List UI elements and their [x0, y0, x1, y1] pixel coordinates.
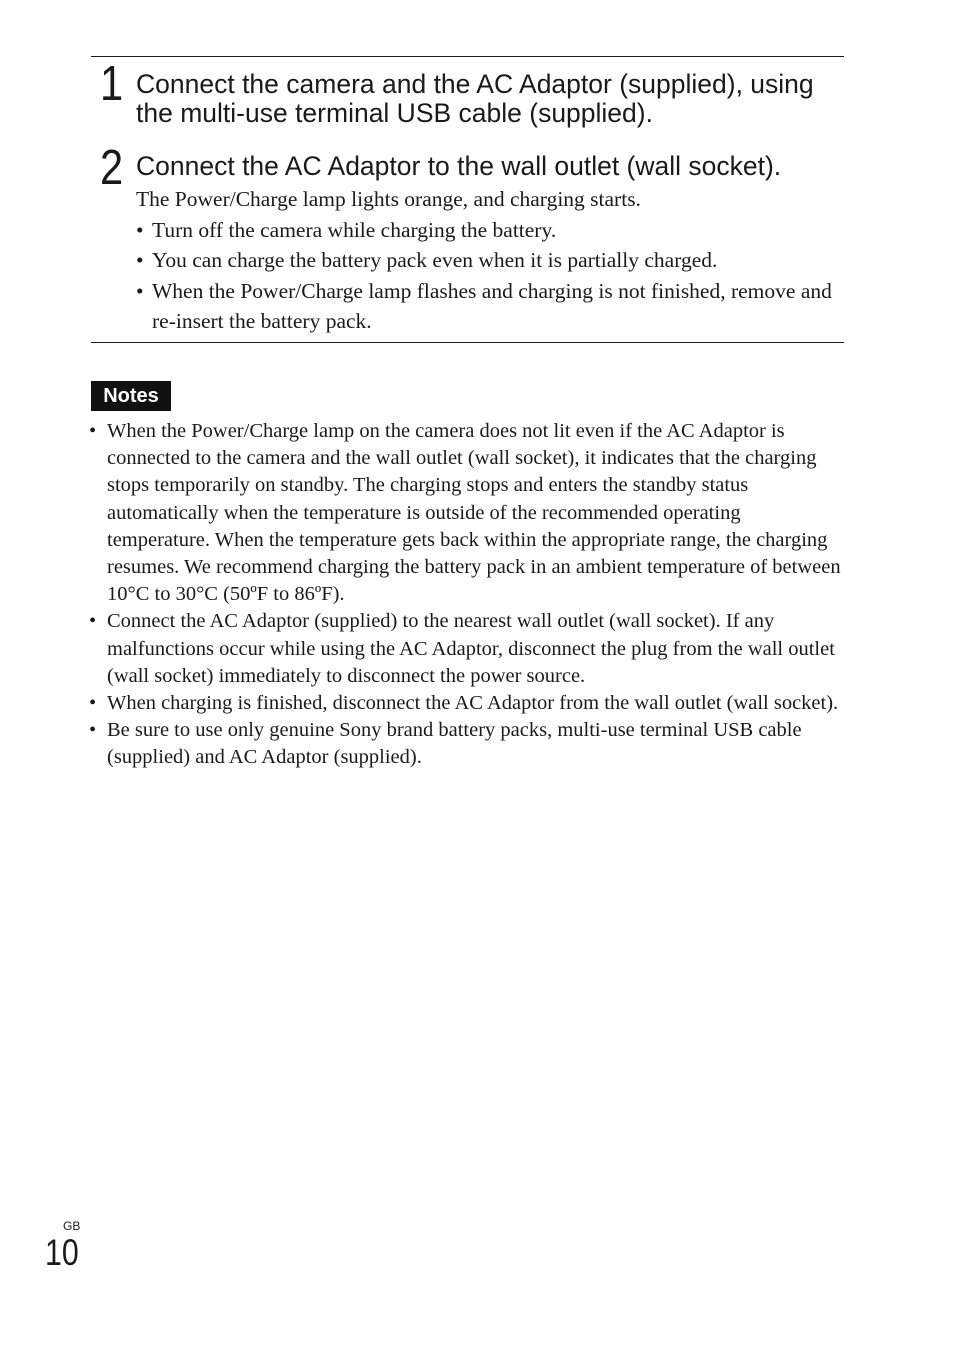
note-text: Be sure to use only genuine Sony brand battery packs, multi-use terminal USB cable (supplied) and AC Adaptor (supplied).: [107, 719, 802, 769]
note-text: When the Power/Charge lamp on the camera does not lit even if the AC Adaptor is connected to the camera and the wall outlet (wall socket), it indicates that the charging stops temporarily on standby. The charging stops and enters the standby status automatically when the temperature is outside of the recommended operating temperature. When the temperature gets back within the appropriate range, the charging resumes. We recommend charging the battery pack in an ambient temperature of between 10°C to 30°C (50ºF to 86ºF).: [107, 420, 841, 606]
bullet-icon: •: [136, 217, 144, 242]
list-item-text: You can charge the battery pack even when it is partially charged.: [152, 248, 718, 272]
list-item: [136, 245, 836, 276]
note-text: Connect the AC Adaptor (supplied) to the nearest wall outlet (wall socket). If any malfunctions occur while using the AC Adaptor, disconnect the plug from the wall outlet (wall socket) immediately to disconnect the power source.: [107, 610, 835, 687]
list-item: [136, 276, 836, 337]
bullet-icon: •: [89, 610, 97, 633]
bullet-icon: •: [89, 420, 97, 442]
bullet-icon: •: [136, 278, 144, 303]
list-item: [136, 215, 836, 246]
bullet-icon: •: [136, 248, 144, 272]
notes-badge: Notes: [91, 381, 171, 411]
list-item: [89, 717, 844, 771]
top-divider: [91, 56, 844, 57]
step-2-body: [136, 184, 836, 337]
step-bullet-list: [136, 215, 836, 337]
note-text: When charging is finished, disconnect the AC Adaptor from the wall outlet (wall socket).: [107, 692, 839, 715]
step-number: 2: [100, 141, 124, 195]
page-number: 10: [45, 1232, 79, 1273]
bottom-divider: [91, 342, 844, 343]
list-item-text: When the Power/Charge lamp flashes and charging is not finished, remove and re-insert the battery pack.: [152, 278, 832, 333]
step-intro: The Power/Charge lamp lights orange, and charging starts.: [136, 187, 641, 211]
bullet-icon: •: [89, 719, 97, 742]
bullet-icon: •: [89, 692, 97, 715]
language-tag: GB: [63, 1219, 81, 1233]
list-item: [89, 608, 844, 690]
list-item-text: Turn off the camera while charging the battery.: [152, 217, 557, 242]
notes-list: [89, 418, 844, 772]
list-item: [89, 418, 844, 608]
list-item: [89, 690, 844, 717]
step-title: Connect the AC Adaptor to the wall outlet (wall socket).: [136, 151, 782, 181]
step-title: Connect the camera and the AC Adaptor (supplied), using the multi-use terminal USB cable (supplied).: [136, 69, 814, 128]
step-number: 1: [100, 57, 124, 111]
